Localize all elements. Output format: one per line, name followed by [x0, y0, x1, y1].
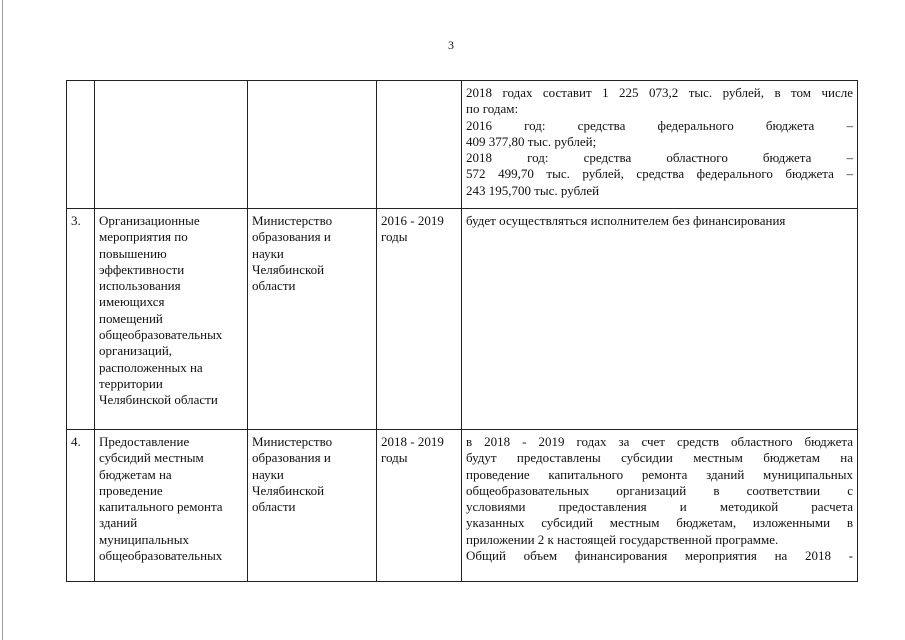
measure-name-line: Предоставление [99, 434, 190, 449]
description-line: будут предоставлены субсидии местным бюджетам на [466, 450, 853, 466]
measure-name-line: эффективности [99, 261, 185, 277]
executor-cell [248, 81, 377, 209]
measure-name-line: муниципальных [99, 531, 190, 547]
description-line: 2018 год: средства областного бюджета – [466, 150, 853, 166]
measure-name-cell [95, 209, 248, 430]
period-line: годы [381, 229, 408, 245]
description-line: 2016 год: средства федерального бюджета – [466, 117, 853, 133]
description-line: по годам: [466, 101, 519, 117]
measure-name-cell [95, 430, 248, 582]
description-line: указанных субсидий местным бюджетам, изложенными в [466, 515, 853, 531]
measure-name-line: бюджетам на [99, 466, 172, 482]
description-line: будет осуществляться исполнителем без финансирования [466, 213, 786, 228]
description-line: 243 195,700 тыс. рублей [466, 182, 600, 198]
executor-cell [248, 430, 377, 582]
period-cell [377, 209, 462, 430]
table-row [67, 209, 858, 430]
executor-line: области [252, 499, 296, 515]
executor-line: образования и [252, 450, 331, 466]
description-cell [462, 430, 858, 582]
period-line: 2016 - 2019 [381, 213, 444, 228]
page-number: 3 [448, 38, 454, 52]
table-row [67, 430, 858, 582]
description-line: в 2018 - 2019 годах за счет средств областного бюджета [466, 434, 853, 449]
program-measures-table [66, 80, 858, 582]
page-left-edge-line [2, 0, 3, 640]
description-line: общеобразовательных организаций в соответствии с [466, 482, 853, 498]
executor-line: Челябинской [252, 261, 325, 277]
measure-name-line: расположенных на [99, 359, 203, 375]
description-line: 572 499,70 тыс. рублей, средства федерального бюджета – [466, 166, 853, 182]
measure-name-line: общеобразовательных [99, 548, 223, 564]
description-line: 2018 годах составит 1 225 073,2 тыс. рублей, в том числе [466, 85, 853, 100]
table-row [67, 81, 858, 209]
executor-line: науки [252, 245, 284, 261]
measure-name-line: мероприятия по [99, 229, 188, 245]
measure-name-line: имеющихся [99, 294, 165, 310]
measure-name-line: помещений [99, 310, 163, 326]
row-number-cell [67, 81, 95, 209]
measure-name-line: субсидий местным [99, 450, 204, 466]
measure-name-line: проведение [99, 482, 163, 498]
period-line: годы [381, 450, 408, 466]
description-line: Общий объем финансирования мероприятия на 2018 - [466, 548, 853, 564]
measure-name-line: Организационные [99, 213, 200, 228]
description-line: проведение капитального ремонта зданий муниципальных [466, 466, 853, 482]
description-line: приложении 2 к настоящей государственной программе. [466, 531, 779, 547]
measure-name-line: повышению [99, 245, 167, 261]
row-number-cell: 3. [67, 209, 95, 430]
measure-name-line: зданий [99, 515, 138, 531]
period-line: 2018 - 2019 [381, 434, 444, 449]
measure-name-line: общеобразовательных [99, 327, 223, 343]
executor-cell [248, 209, 377, 430]
measure-name-line: капитального ремонта [99, 499, 223, 515]
description-cell [462, 81, 858, 209]
period-cell [377, 81, 462, 209]
period-cell [377, 430, 462, 582]
description-line: условиями предоставления и методикой расчета [466, 499, 853, 515]
description-line: 409 377,80 тыс. рублей; [466, 133, 597, 149]
executor-line: науки [252, 466, 284, 482]
measure-name-line: использования [99, 278, 181, 294]
executor-line: Министерство [252, 213, 333, 228]
row-number-cell: 4. [67, 430, 95, 582]
executor-line: образования и [252, 229, 331, 245]
executor-line: Министерство [252, 434, 333, 449]
measure-name-line: Челябинской области [99, 392, 218, 408]
measure-name-line: территории [99, 375, 163, 391]
measure-name-cell [95, 81, 248, 209]
measure-name-line: организаций, [99, 343, 173, 359]
executor-line: области [252, 278, 296, 294]
executor-line: Челябинской [252, 482, 325, 498]
description-cell [462, 209, 858, 430]
